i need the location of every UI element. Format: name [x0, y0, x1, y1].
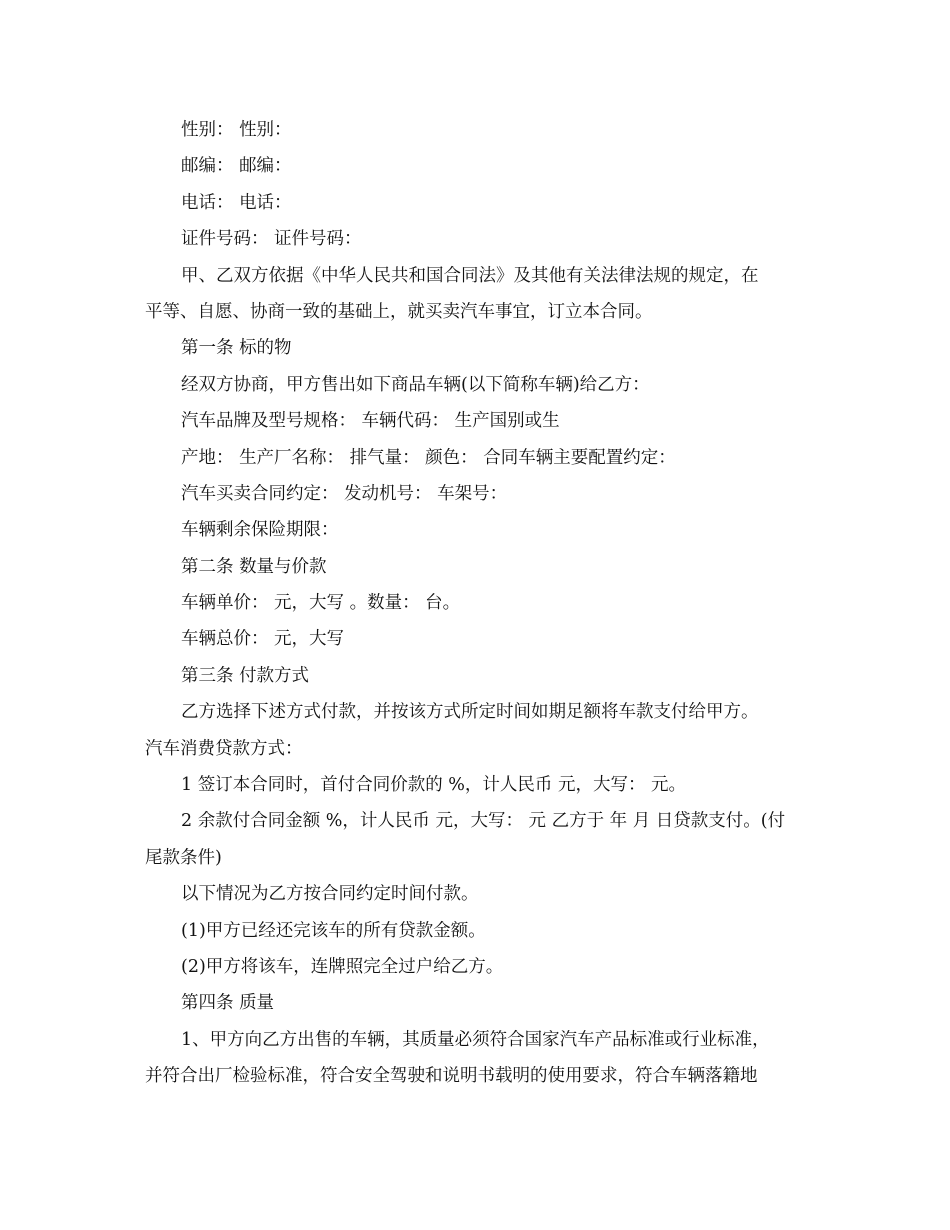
document-line: (1)甲方已经还完该车的所有贷款金额。 — [181, 920, 486, 941]
document-line: 平等、自愿、协商一致的基础上，就买卖汽车事宜，订立本合同。 — [145, 301, 653, 322]
document-line: 经双方协商，甲方售出如下商品车辆(以下简称车辆)给乙方： — [181, 374, 650, 395]
document-line: 并符合出厂检验标准，符合安全驾驶和说明书载明的使用要求，符合车辆落籍地 — [145, 1066, 758, 1087]
document-line: 1、甲方向乙方出售的车辆，其质量必须符合国家汽车产品标准或行业标准， — [181, 1029, 770, 1050]
document-line: 第四条 质量 — [181, 993, 275, 1014]
document-line: 乙方选择下述方式付款，并按该方式所定时间如期足额将车款支付给甲方。 — [181, 702, 759, 723]
document-line: 车辆总价： 元，大写 — [181, 629, 345, 650]
document-line: 2 余款付合同金额 %，计人民币 元，大写： 元 乙方于 年 月 日贷款支付。(付 — [181, 811, 786, 832]
document-line: 车辆单价： 元，大写 。数量： 台。 — [181, 593, 461, 614]
document-line: 产地： 生产厂名称： 排气量： 颜色： 合同车辆主要配置约定： — [181, 447, 676, 468]
document-line: 第二条 数量与价款 — [181, 556, 327, 577]
document-line: 车辆剩余保险期限： — [181, 520, 339, 541]
document-line: 汽车买卖合同约定： 发动机号： 车架号： — [181, 483, 508, 504]
document-line: 证件号码： 证件号码： — [181, 229, 362, 250]
document-line: 尾款条件) — [145, 847, 222, 868]
document-line: 汽车消费贷款方式： — [145, 738, 303, 759]
document-line: 第一条 标的物 — [181, 338, 292, 359]
document-line: 甲、乙双方依据《中华人民共和国合同法》及其他有关法律法规的规定，在 — [181, 265, 759, 286]
document-line: 第三条 付款方式 — [181, 665, 310, 686]
document-line: 1 签订本合同时，首付合同价款的 %，计人民币 元，大写： 元。 — [181, 775, 687, 796]
document-line: (2)甲方将该车，连牌照完全过户给乙方。 — [181, 956, 504, 977]
document-line: 汽车品牌及型号规格： 车辆代码： 生产国别或生 — [181, 411, 560, 432]
document-line: 性别： 性别： — [181, 120, 292, 140]
document-line: 以下情况为乙方按合同约定时间付款。 — [181, 884, 479, 905]
document-body — [145, 112, 805, 1095]
document-line: 邮编： 邮编： — [181, 156, 292, 177]
document-line: 电话： 电话： — [181, 192, 292, 213]
